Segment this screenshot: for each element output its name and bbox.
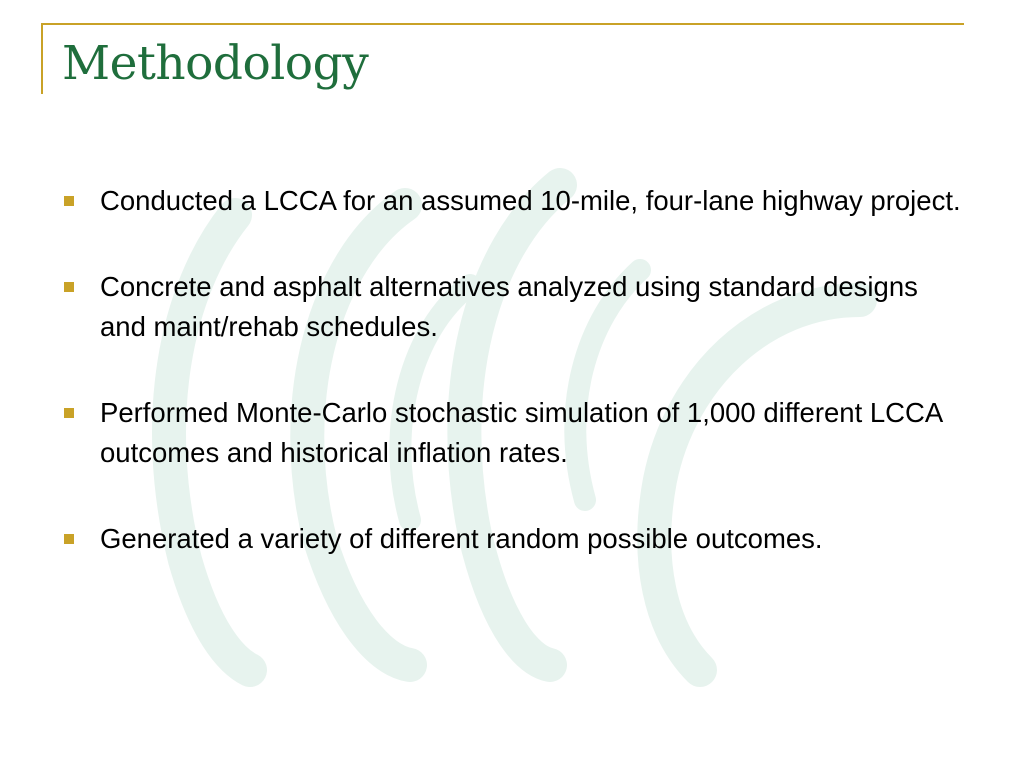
- bullet-text: Concrete and asphalt alternatives analyzed using standard designs and maint/rehab schedules.: [100, 271, 918, 342]
- title-frame-left-line: [41, 23, 43, 94]
- slide-title: Methodology: [62, 36, 369, 91]
- bullet-text: Performed Monte-Carlo stochastic simulation of 1,000 different LCCA outcomes and historical inflation rates.: [100, 397, 942, 468]
- bullet-item: [62, 393, 962, 473]
- bullet-list: [62, 181, 962, 605]
- square-bullet-icon: [64, 408, 74, 418]
- square-bullet-icon: [64, 196, 74, 206]
- bullet-item: [62, 181, 962, 221]
- bullet-text: Generated a variety of different random possible outcomes.: [100, 523, 823, 554]
- square-bullet-icon: [64, 534, 74, 544]
- bullet-item: [62, 267, 962, 347]
- title-frame-top-line: [41, 23, 964, 25]
- bullet-item: [62, 519, 962, 559]
- bullet-text: Conducted a LCCA for an assumed 10-mile, four-lane highway project.: [100, 185, 961, 216]
- square-bullet-icon: [64, 282, 74, 292]
